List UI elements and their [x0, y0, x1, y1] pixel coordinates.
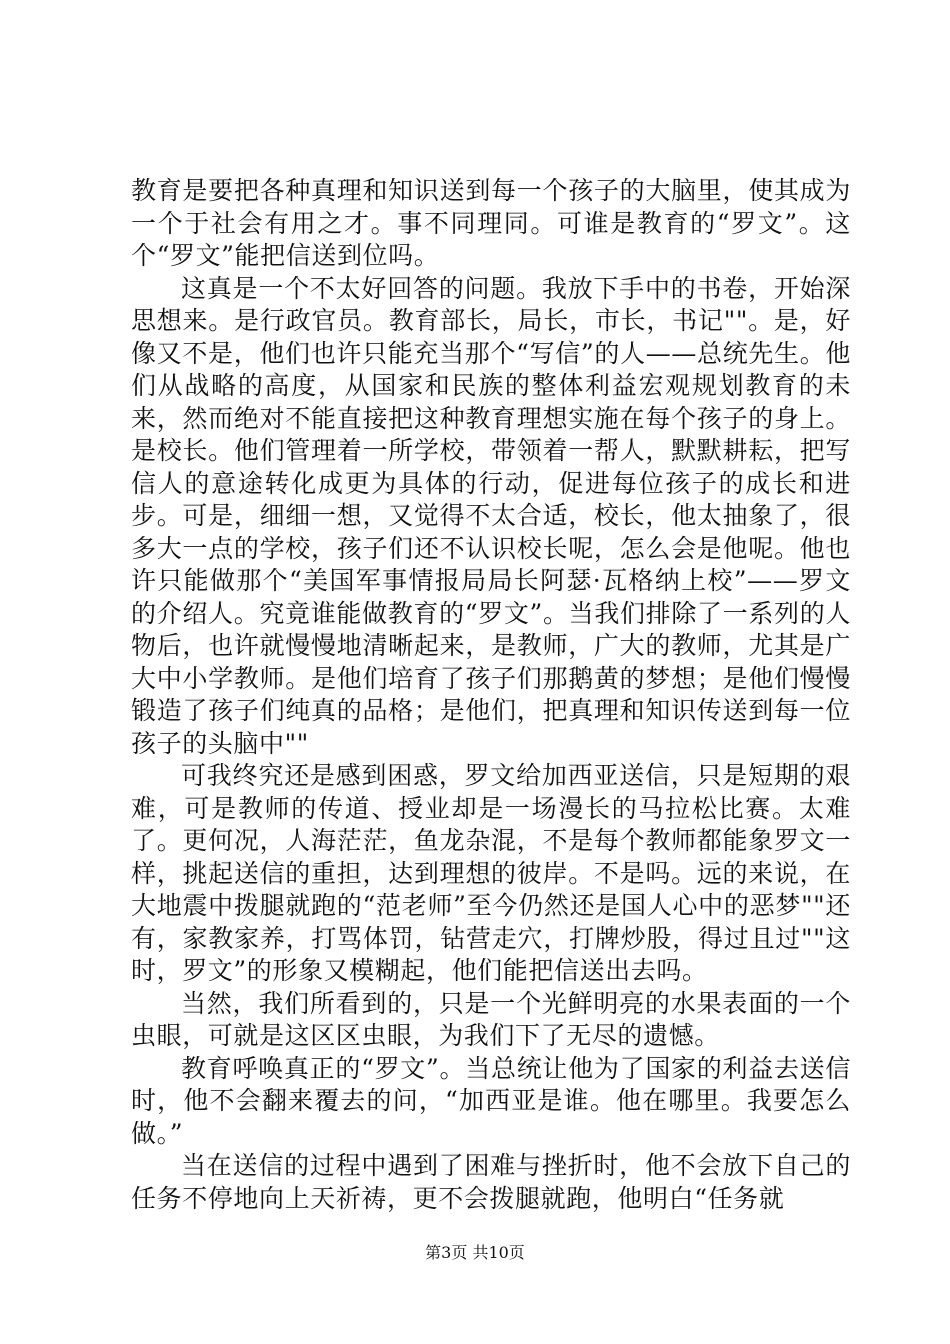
paragraph-3: 可我终究还是感到困惑，罗文给加西亚送信，只是短期的艰难，可是教师的传道、授业却是一场漫长的马拉松比赛。太难了。更何况，人海茫茫，鱼龙杂混，不是每个教师都能象罗文一样，挑起送信的重担，达到理想的彼岸。不是吗。远的来说，在大地震中拨腿就跑的“范老师”至今仍然还是国人心中的恶梦""还有，家教家养，打骂体罚，钻营走穴，打牌炒股，得过且过""这时，罗文”的形象又模糊起，他们能把信送出去吗。	[131, 761, 851, 985]
paragraph-6: 当在送信的过程中遇到了困难与挫折时，他不会放下自己的任务不停地向上天祈祷，更不会拨腿就跑，他明白“任务就	[131, 1151, 851, 1213]
paragraph-4: 当然，我们所看到的，只是一个光鲜明亮的水果表面的一个虫眼，可就是这区区虫眼，为我们下了无尽的遗憾。	[131, 988, 851, 1050]
paragraph-2: 这真是一个不太好回答的问题。我放下手中的书卷，开始深思想来。是行政官员。教育部长，局长，市长，书记""。是，好像又不是，他们也许只能充当那个“写信”的人——总统先生。他们从战略的高度，从国家和民族的整体利益宏观规划教育的未来，然而绝对不能直接把这种教育理想实施在每个孩子的身上。是校长。他们管理着一所学校，带领着一帮人，默默耕耘，把写信人的意途转化成更为具体的行动，促进每位孩子的成长和进步。可是，细细一想，又觉得不太合适，校长，他太抽象了，很多大一点的学校，孩子们还不认识校长呢，怎么会是他呢。他也许只能做那个“美国军事情报局局长阿瑟·瓦格纳上校”——罗文的介绍人。究竟谁能做教育的“罗文”。当我们排除了一系列的人物后，也许就慢慢地清晰起来，是教师，广大的教师，尤其是广大中小学教师。是他们培育了孩子们那鹅黄的梦想；是他们慢慢锻造了孩子们纯真的品格；是他们，把真理和知识传送到每一位孩子的头脑中""	[131, 273, 851, 758]
page-number-footer: 第3页 共10页	[425, 1243, 525, 1262]
paragraph-1: 教育是要把各种真理和知识送到每一个孩子的大脑里，使其成为一个于社会有用之才。事不同理同。可谁是教育的“罗文”。这个“罗文”能把信送到位吗。	[131, 176, 851, 270]
body-text	[131, 175, 851, 1215]
paragraph-5: 教育呼唤真正的“罗文”。当总统让他为了国家的利益去送信时，他不会翻来覆去的问，“加西亚是谁。他在哪里。我要怎么做。”	[131, 1053, 851, 1148]
